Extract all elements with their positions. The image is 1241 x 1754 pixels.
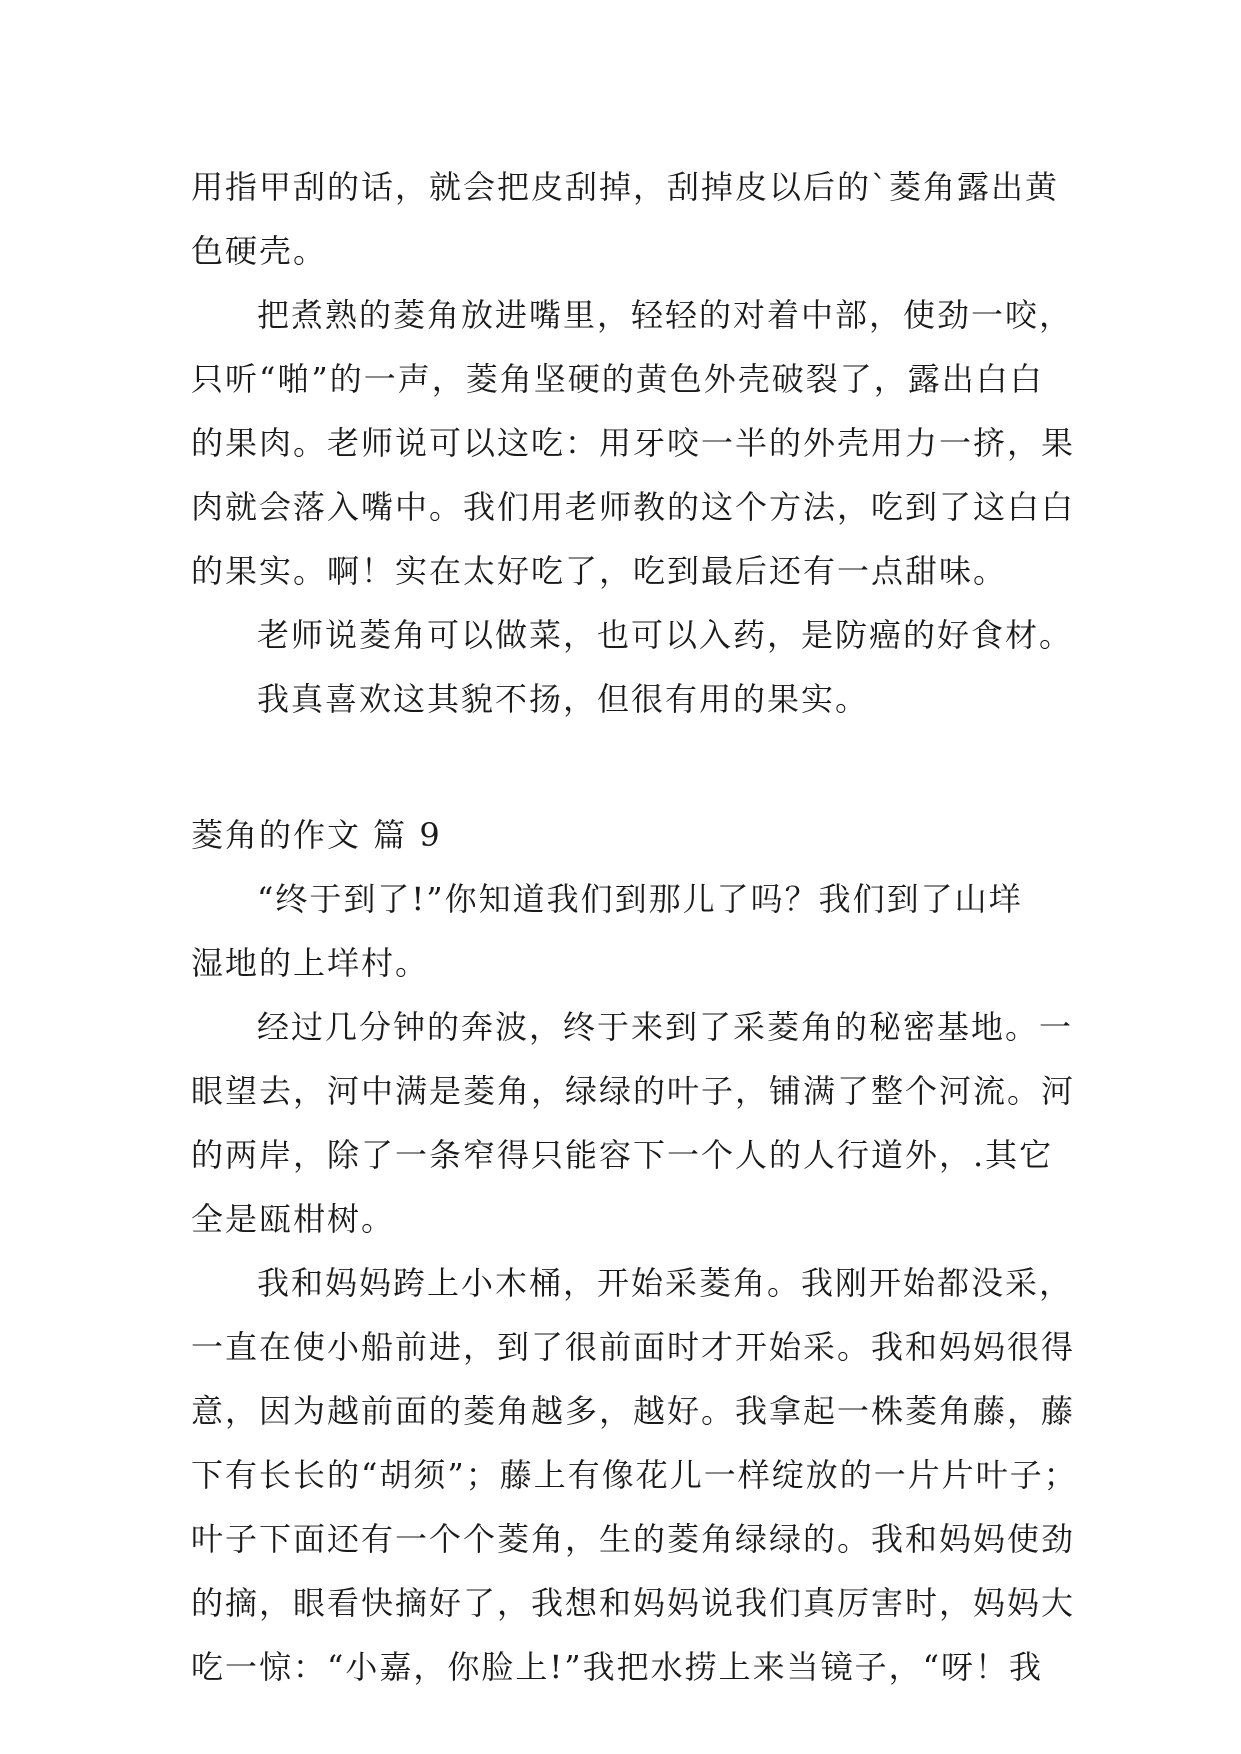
paragraph <box>191 867 1061 995</box>
text-line: 老师说菱角可以做菜，也可以入药，是防癌的好食材。 <box>257 616 1074 654</box>
text-line: 用指甲刮的话，就会把皮刮掉，刮掉皮以后的`菱角露出黄 <box>191 168 1060 206</box>
text-line: 的摘，眼看快摘好了，我想和妈妈说我们真厉害时，妈妈大 <box>191 1584 1076 1622</box>
paragraph <box>191 283 1076 603</box>
text-line: 叶子下面还有一个个菱角，生的菱角绿绿的。我和妈妈使劲 <box>191 1520 1076 1558</box>
document-body <box>191 155 1078 1699</box>
text-line: 吃一惊：“小嘉，你脸上!”我把水捞上来当镜子，“呀！我 <box>191 1648 1043 1686</box>
text-line: 我和妈妈跨上小木桶，开始采菱角。我刚开始都没采， <box>257 1264 1074 1302</box>
text-line: “终于到了!”你知道我们到那儿了吗？我们到了山垟 <box>257 880 1023 918</box>
text-line: 把煮熟的菱角放进嘴里，轻轻的对着中部，使劲一咬， <box>257 296 1074 334</box>
text-line: 我真喜欢这其貌不扬，但很有用的果实。 <box>257 680 870 718</box>
text-line: 湿地的上垟村。 <box>191 944 430 982</box>
text-line: 肉就会落入嘴中。我们用老师教的这个方法，吃到了这白白 <box>191 488 1076 526</box>
text-line: 眼望去，河中满是菱角，绿绿的叶子，铺满了整个河流。河 <box>191 1072 1076 1110</box>
text-line: 下有长长的“胡须”；藤上有像花儿一样绽放的一片片叶子； <box>191 1456 1078 1494</box>
text-line: 意，因为越前面的菱角越多，越好。我拿起一株菱角藤，藤 <box>191 1392 1076 1430</box>
text-line: 只听“啪”的一声，菱角坚硬的黄色外壳破裂了，露出白白 <box>191 360 1044 398</box>
paragraph-continuation <box>191 155 1061 283</box>
paragraph <box>191 603 1074 667</box>
paragraph <box>191 995 1076 1251</box>
paragraph <box>191 667 1061 731</box>
text-line: 全是瓯柑树。 <box>191 1200 396 1238</box>
text-line: 色硬壳。 <box>191 232 328 270</box>
text-line: 的果实。啊！实在太好吃了，吃到最后还有一点甜味。 <box>191 552 1008 590</box>
paragraph <box>191 1251 1078 1699</box>
section-title: 菱角的作文 篇 9 <box>191 816 442 854</box>
text-line: 经过几分钟的奔波，终于来到了采菱角的秘密基地。一 <box>257 1008 1074 1046</box>
text-line: 的果肉。老师说可以这吃：用牙咬一半的外壳用力一挤，果 <box>191 424 1076 462</box>
text-line: 的两岸，除了一条窄得只能容下一个人的人行道外，.其它 <box>191 1136 1054 1174</box>
text-line: 一直在使小船前进，到了很前面时才开始采。我和妈妈很得 <box>191 1328 1076 1366</box>
